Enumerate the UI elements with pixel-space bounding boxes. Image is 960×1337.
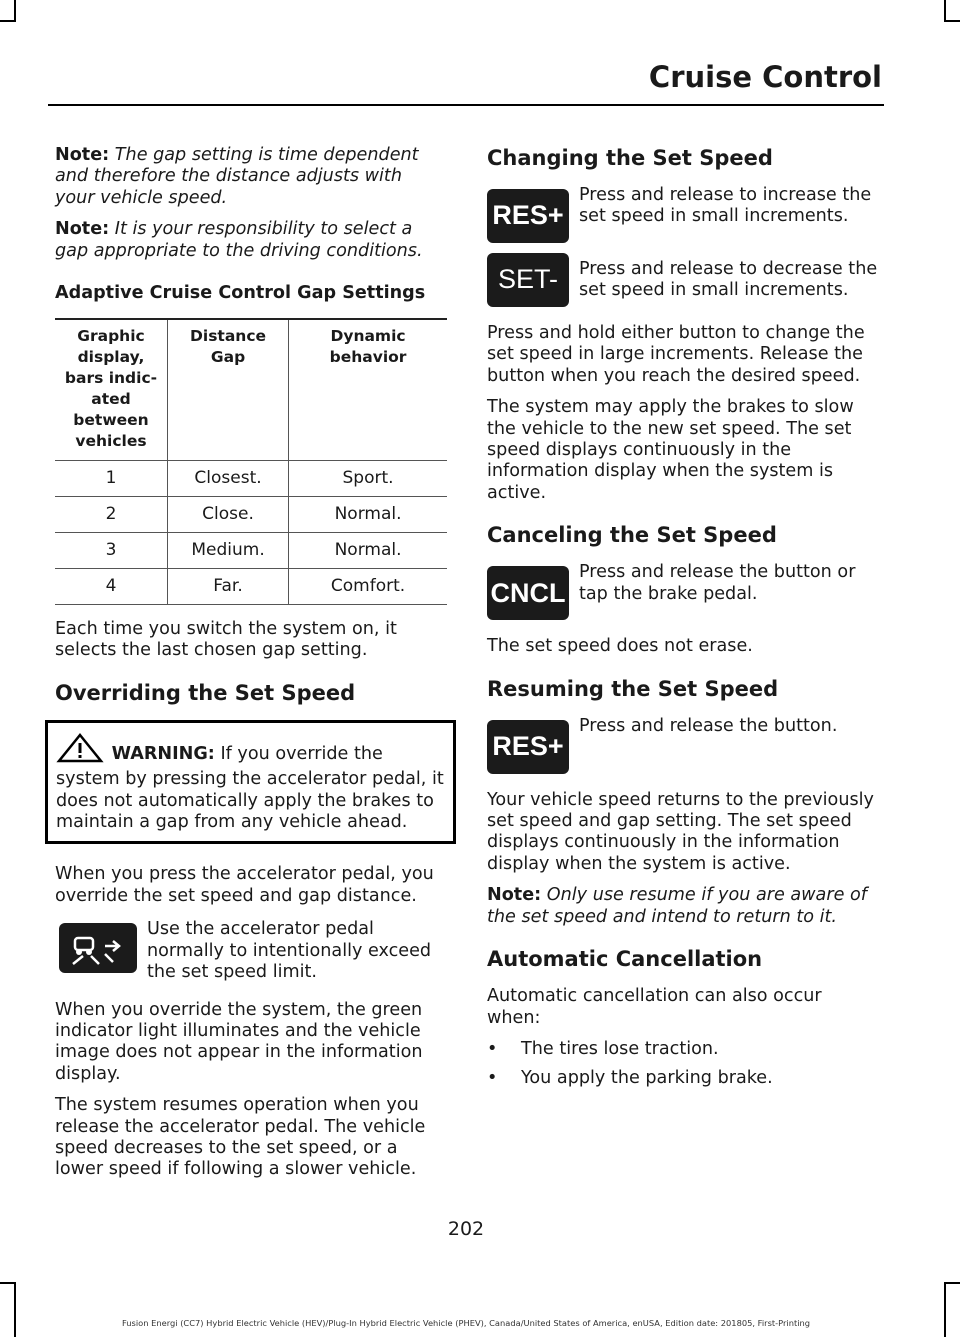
crop-mark	[14, 1282, 16, 1337]
table-cell: 4	[55, 569, 168, 605]
override-text: When you press the accelerator pedal, you override the set speed and gap distance.	[55, 864, 434, 906]
accelerator-text: Use the accelerator pedal normally to intentionally exceed the set speed limit.	[147, 919, 432, 983]
page-number: 202	[447, 1218, 485, 1240]
table-cell: 3	[55, 533, 168, 569]
cncl-row	[487, 562, 879, 620]
table-cell: Comfort.	[289, 569, 447, 605]
table-row	[55, 461, 447, 497]
column-header: Dynamic behavior	[289, 319, 447, 461]
table-cell: Far.	[168, 569, 289, 605]
set-minus-icon: SET-	[487, 253, 569, 307]
note-text: It is your responsibility to select a gap appropriate to the driving conditions.	[55, 219, 423, 261]
accelerator-override-icon	[59, 923, 137, 973]
indicator-text: When you override the system, the green indicator light illuminates and the vehicle image does not appear in the information display.	[55, 999, 423, 1084]
note-responsibility	[55, 219, 447, 262]
override-heading: Overriding the Set Speed	[55, 680, 356, 705]
column-header: Distance Gap	[168, 319, 289, 461]
table-cell: Close.	[168, 497, 289, 533]
cncl-text: Press and release the button or tap the brake pedal.	[579, 562, 856, 604]
res-plus-icon: RES+	[487, 189, 569, 243]
table-title: Adaptive Cruise Control Gap Settings	[55, 283, 426, 304]
note-label: Note:	[55, 219, 110, 240]
table-header-row	[55, 319, 447, 461]
table-cell: Normal.	[289, 497, 447, 533]
warning-text: If you override the system by pressing the accelerator pedal, it does not automatically apply the brakes to maintain a gap from any vehicle ahead.	[56, 743, 444, 833]
returns-text: Your vehicle speed returns to the previously set speed and gap setting. The set speed displays continuously in the information display when the system is active.	[487, 789, 874, 874]
auto-cancel-text: Automatic cancellation can also occur when:	[487, 986, 822, 1028]
set-decrease-row	[487, 259, 879, 307]
table-cell: 1	[55, 461, 168, 497]
table-cell: Normal.	[289, 533, 447, 569]
table-row	[55, 533, 447, 569]
canceling-heading: Canceling the Set Speed	[487, 523, 777, 548]
resuming-heading: Resuming the Set Speed	[487, 676, 779, 701]
res-resume-text: Press and release the button.	[579, 715, 838, 736]
note-label: Note:	[487, 885, 542, 906]
warning-box	[45, 720, 456, 845]
resume-operation-text: The system resumes operation when you release the accelerator pedal. The vehicle speed decreases to the set speed, or a lower speed if following a slower vehicle.	[55, 1095, 426, 1180]
crop-mark	[0, 20, 16, 22]
table-cell: Medium.	[168, 533, 289, 569]
accelerator-row	[55, 919, 447, 983]
crop-mark	[14, 0, 16, 22]
note-gap-time	[55, 145, 447, 209]
note-label: Note:	[55, 145, 110, 165]
note-resume	[487, 885, 879, 928]
res-plus-icon: RES+	[487, 720, 569, 774]
switch-text: Each time you switch the system on, it selects the last chosen gap setting.	[55, 619, 397, 661]
res-resume-row	[487, 716, 879, 774]
column-header: Graphic display, bars indic-ated between vehicles	[55, 319, 168, 461]
note-text: Only use resume if you are aware of the set speed and intend to return to it.	[487, 885, 867, 927]
table-cell: 2	[55, 497, 168, 533]
not-erase-text: The set speed does not erase.	[487, 636, 753, 657]
crop-mark	[0, 1282, 16, 1284]
left-column	[55, 145, 447, 1191]
res-increase-row	[487, 185, 879, 243]
crop-mark	[944, 1282, 960, 1284]
auto-cancel-heading: Automatic Cancellation	[487, 947, 763, 972]
note-text: The gap setting is time dependent and therefore the distance adjusts with your vehicle speed.	[55, 145, 419, 208]
press-hold-text: Press and hold either button to change the set speed in large increments. Release the button when you reach the desired speed.	[487, 323, 865, 386]
list-item: • You apply the parking brake.	[487, 1068, 879, 1089]
crop-mark	[944, 1282, 946, 1337]
cncl-icon: CNCL	[487, 566, 569, 620]
crop-mark	[944, 20, 960, 22]
table-cell: Sport.	[289, 461, 447, 497]
header-rule	[48, 104, 884, 106]
footer-text: Fusion Energi (CC7) Hybrid Electric Vehicle (HEV)/Plug-In Hybrid Electric Vehicle (PHEV), Canada/United States of America, enUSA, Edition date: 201805, First-Printing	[121, 1318, 811, 1328]
warning-triangle-icon	[56, 733, 104, 769]
changing-heading: Changing the Set Speed	[487, 146, 773, 170]
crop-mark	[944, 0, 946, 22]
page-title: Cruise Control	[648, 60, 882, 94]
right-column	[487, 145, 879, 1098]
res-increase-text: Press and release to increase the set speed in small increments.	[579, 185, 872, 227]
table-row	[55, 569, 447, 605]
set-decrease-text: Press and release to decrease the set speed in small increments.	[579, 259, 878, 301]
gap-settings-table	[55, 318, 447, 605]
brakes-text: The system may apply the brakes to slow the vehicle to the new set speed. The set speed displays continuously in the information display when the system is active.	[487, 397, 854, 503]
table-row	[55, 497, 447, 533]
auto-cancel-list	[487, 1039, 879, 1090]
warning-label: WARNING:	[111, 743, 215, 764]
table-cell: Closest.	[168, 461, 289, 497]
list-item: • The tires lose traction.	[487, 1039, 879, 1060]
